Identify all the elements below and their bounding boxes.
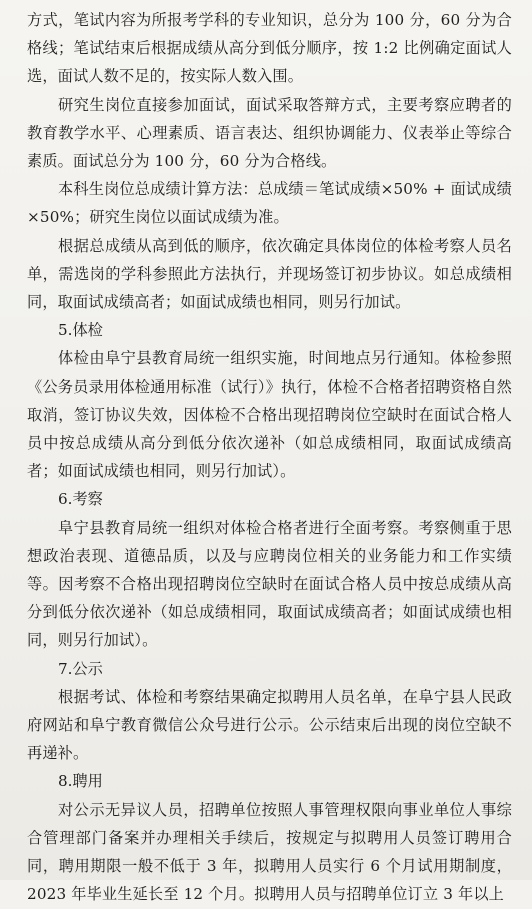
paragraph-publicity: 根据考试、体检和考察结果确定拟聘用人员名单，在阜宁县人民政府网站和阜宁教育微信公众号进行公示。公示结束后出现的岗位空缺不再递补。 [27,687,512,763]
paragraph-employment: 对公示无异议人员，招聘单位按照人事管理权限向事业单位人事综合管理部门备案并办理相关手续后，按规定与拟聘用人员签订聘用合同，聘用期限一般不低于 3 年，拟聘用人员实行 6 个月试用期制度，2023 年毕业生延长至 12 个月。拟聘用人员与招聘单位订立 3 年以上 [27,800,512,904]
paragraph-score-formula: 本科生岗位总成绩计算方法：总成绩＝笔试成绩×50% + 面试成绩×50%；研究生岗位以面试成绩为准。 [27,180,512,227]
section-heading-physical-exam: 5.体检 [58,321,103,340]
paragraph-inspection: 阜宁县教育局统一组织对体检合格者进行全面考察。考察侧重于思想政治表现、道德品质，以及与应聘岗位相关的业务能力和工作实绩等。因考察不合格出现招聘岗位空缺时在面试合格人员中按总成绩从高分到低分依次递补（如总成绩相同，取面试成绩高者；如面试成绩也相同，则另行加试）。 [27,518,512,650]
paragraph-graduate-interview: 研究生岗位直接参加面试，面试采取答辩方式，主要考察应聘者的教育教学水平、心理素质、语言表达、组织协调能力、仪表举止等综合素质。面试总分为 100 分，60 分为合格线。 [27,95,512,171]
paragraph-ranking: 根据总成绩从高到低的顺序，依次确定具体岗位的体检考察人员名单，需选岗的学科参照此方法执行，并现场签订初步协议。如总成绩相同，取面试成绩高者；如面试成绩也相同，则另行加试。 [27,236,512,312]
section-heading-publicity: 7.公示 [58,659,103,678]
section-heading-employment: 8.聘用 [58,772,103,791]
section-heading-inspection: 6.考察 [58,490,103,509]
paragraph-physical-exam: 体检由阜宁县教育局统一组织实施，时间地点另行通知。体检参照《公务员录用体检通用标准（试行）》执行，体检不合格者招聘资格自然取消，签订协议失效，因体检不合格出现招聘岗位空缺时在面试合格人员中按总成绩从高分到低分依次递补（如总成绩相同，取面试成绩高者；如面试成绩也相同，则另行加试）。 [27,349,512,481]
paragraph-written-exam-cont: 方式，笔试内容为所报考学科的专业知识，总分为 100 分，60 分为合格线；笔试结束后根据成绩从高分到低分顺序，按 1:2 比例确定面试人选，面试人数不足的，按实际人数入围。 [27,11,512,86]
